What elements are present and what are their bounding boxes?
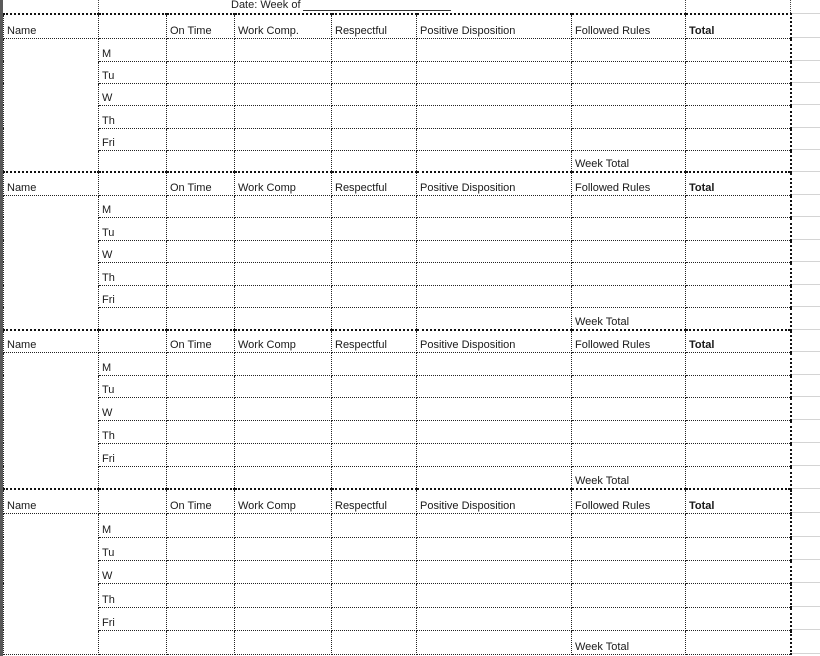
student-name-cell[interactable] <box>4 443 99 466</box>
gridline <box>792 127 820 128</box>
student-name-cell[interactable] <box>4 61 99 83</box>
gridline <box>792 374 820 375</box>
score-cell[interactable] <box>572 397 686 420</box>
score-cell[interactable] <box>572 560 686 583</box>
block-header-row <box>4 172 791 195</box>
empty-cell[interactable] <box>332 630 417 654</box>
score-cell[interactable] <box>332 128 417 150</box>
right-gridlines <box>792 0 820 656</box>
student-name-cell[interactable] <box>4 217 99 240</box>
day-label[interactable]: W <box>99 397 167 420</box>
score-cell[interactable] <box>417 262 572 285</box>
score-cell[interactable] <box>235 607 332 630</box>
day-label[interactable]: Th <box>99 262 167 285</box>
student-name-cell[interactable] <box>4 38 99 61</box>
score-cell[interactable] <box>572 83 686 105</box>
score-cell[interactable] <box>417 420 572 443</box>
empty-cell[interactable] <box>332 466 417 489</box>
day-label[interactable]: Tu <box>99 375 167 397</box>
date-label-text: Date: Week of <box>231 0 301 11</box>
header-positive-disposition[interactable]: Positive Disposition <box>417 14 572 38</box>
header-name[interactable]: Name <box>4 14 99 38</box>
day-row <box>4 513 791 537</box>
day-row <box>4 560 791 583</box>
day-row <box>4 262 791 285</box>
header-total[interactable]: Total <box>686 14 791 38</box>
score-cell[interactable] <box>417 38 572 61</box>
score-cell[interactable] <box>167 583 235 607</box>
day-row <box>4 195 791 217</box>
score-cell[interactable] <box>167 443 235 466</box>
student-name-cell[interactable] <box>4 240 99 262</box>
gridline <box>792 149 820 150</box>
empty-cell[interactable] <box>167 630 235 654</box>
student-name-cell[interactable] <box>4 397 99 420</box>
score-cell[interactable] <box>572 195 686 217</box>
student-name-cell[interactable] <box>4 420 99 443</box>
empty-cell[interactable] <box>99 466 167 489</box>
score-cell[interactable] <box>235 560 332 583</box>
student-name-cell[interactable] <box>4 513 99 537</box>
week-total-row <box>4 150 791 172</box>
score-cell[interactable] <box>686 195 791 217</box>
header-followed-rules[interactable]: Followed Rules <box>572 330 686 352</box>
week-total-value-cell[interactable] <box>686 466 791 489</box>
gridline <box>792 37 820 38</box>
block-header-row <box>4 330 791 352</box>
week-total-row <box>4 307 791 330</box>
gridline-top-1 <box>98 0 99 13</box>
student-name-cell[interactable] <box>4 583 99 607</box>
gridline <box>792 261 820 262</box>
score-cell[interactable] <box>235 397 332 420</box>
empty-cell[interactable] <box>99 150 167 172</box>
day-label[interactable]: M <box>99 513 167 537</box>
day-label[interactable]: Fri <box>99 128 167 150</box>
score-cell[interactable] <box>332 285 417 307</box>
day-label[interactable]: Fri <box>99 285 167 307</box>
day-row <box>4 38 791 61</box>
score-cell[interactable] <box>572 583 686 607</box>
score-cell[interactable] <box>417 61 572 83</box>
week-total-label[interactable]: Week Total <box>572 307 686 330</box>
score-cell[interactable] <box>332 537 417 560</box>
score-cell[interactable] <box>686 83 791 105</box>
week-total-row <box>4 466 791 489</box>
score-cell[interactable] <box>235 375 332 397</box>
day-label[interactable]: Fri <box>99 607 167 630</box>
score-cell[interactable] <box>235 352 332 375</box>
student-name-cell[interactable] <box>4 262 99 285</box>
empty-cell[interactable] <box>4 466 99 489</box>
header-total[interactable]: Total <box>686 489 791 513</box>
score-cell[interactable] <box>332 38 417 61</box>
gridline <box>792 629 820 630</box>
gridline <box>792 465 820 466</box>
score-cell[interactable] <box>572 262 686 285</box>
week-total-value-cell[interactable] <box>686 307 791 330</box>
score-cell[interactable] <box>572 128 686 150</box>
week-total-label[interactable]: Week Total <box>572 630 686 654</box>
week-total-value-cell[interactable] <box>686 630 791 654</box>
score-cell[interactable] <box>417 83 572 105</box>
score-cell[interactable] <box>332 397 417 420</box>
score-cell[interactable] <box>686 217 791 240</box>
score-cell[interactable] <box>417 285 572 307</box>
score-cell[interactable] <box>167 195 235 217</box>
score-cell[interactable] <box>235 128 332 150</box>
score-cell[interactable] <box>686 513 791 537</box>
score-cell[interactable] <box>167 285 235 307</box>
gridline <box>792 512 820 513</box>
empty-cell[interactable] <box>332 150 417 172</box>
score-cell[interactable] <box>235 583 332 607</box>
student-name-cell[interactable] <box>4 537 99 560</box>
score-cell[interactable] <box>167 537 235 560</box>
score-cell[interactable] <box>417 240 572 262</box>
score-cell[interactable] <box>686 262 791 285</box>
score-cell[interactable] <box>417 195 572 217</box>
student-name-cell[interactable] <box>4 105 99 128</box>
gridline <box>792 306 820 307</box>
score-cell[interactable] <box>235 443 332 466</box>
score-cell[interactable] <box>167 352 235 375</box>
gridline <box>792 13 820 14</box>
score-cell[interactable] <box>332 352 417 375</box>
score-cell[interactable] <box>686 105 791 128</box>
day-row <box>4 583 791 607</box>
empty-cell[interactable] <box>235 150 332 172</box>
header-work-comp[interactable]: Work Comp <box>235 489 332 513</box>
score-cell[interactable] <box>572 607 686 630</box>
day-row <box>4 397 791 420</box>
gridline <box>792 396 820 397</box>
score-cell[interactable] <box>235 217 332 240</box>
score-cell[interactable] <box>332 375 417 397</box>
empty-cell[interactable] <box>167 307 235 330</box>
score-cell[interactable] <box>686 537 791 560</box>
student-name-cell[interactable] <box>4 128 99 150</box>
student-name-cell[interactable] <box>4 352 99 375</box>
day-label[interactable]: Tu <box>99 217 167 240</box>
header-positive-disposition[interactable]: Positive Disposition <box>417 489 572 513</box>
empty-cell[interactable] <box>99 630 167 654</box>
score-cell[interactable] <box>235 83 332 105</box>
header-positive-disposition[interactable]: Positive Disposition <box>417 172 572 195</box>
empty-cell[interactable] <box>4 150 99 172</box>
score-cell[interactable] <box>332 105 417 128</box>
gridline <box>792 606 820 607</box>
student-name-cell[interactable] <box>4 285 99 307</box>
score-cell[interactable] <box>235 420 332 443</box>
score-cell[interactable] <box>572 513 686 537</box>
header-respectful[interactable]: Respectful <box>332 330 417 352</box>
score-cell[interactable] <box>167 513 235 537</box>
score-cell[interactable] <box>417 105 572 128</box>
score-cell[interactable] <box>332 560 417 583</box>
empty-cell[interactable] <box>167 466 235 489</box>
score-cell[interactable] <box>235 240 332 262</box>
header-work-comp[interactable]: Work Comp. <box>235 14 332 38</box>
score-cell[interactable] <box>686 128 791 150</box>
score-cell[interactable] <box>417 375 572 397</box>
student-name-cell[interactable] <box>4 560 99 583</box>
gridline <box>792 559 820 560</box>
score-cell[interactable] <box>167 240 235 262</box>
score-cell[interactable] <box>572 217 686 240</box>
score-cell[interactable] <box>167 38 235 61</box>
score-cell[interactable] <box>167 397 235 420</box>
gridline <box>792 329 820 330</box>
day-row <box>4 128 791 150</box>
day-label[interactable]: Th <box>99 105 167 128</box>
score-cell[interactable] <box>167 375 235 397</box>
score-cell[interactable] <box>332 195 417 217</box>
gridline-top-3 <box>790 0 791 13</box>
score-cell[interactable] <box>686 397 791 420</box>
header-total[interactable]: Total <box>686 172 791 195</box>
day-row <box>4 443 791 466</box>
score-cell[interactable] <box>417 513 572 537</box>
empty-cell[interactable] <box>235 466 332 489</box>
score-cell[interactable] <box>235 105 332 128</box>
score-cell[interactable] <box>167 262 235 285</box>
week-total-row <box>4 630 791 654</box>
date-blank-field[interactable] <box>303 0 451 11</box>
score-cell[interactable] <box>167 217 235 240</box>
score-cell[interactable] <box>332 513 417 537</box>
score-cell[interactable] <box>235 38 332 61</box>
date-week-of-label <box>231 0 451 13</box>
header-total[interactable]: Total <box>686 330 791 352</box>
score-cell[interactable] <box>417 537 572 560</box>
day-row <box>4 607 791 630</box>
score-cell[interactable] <box>235 262 332 285</box>
day-label[interactable]: Tu <box>99 61 167 83</box>
header-name[interactable]: Name <box>4 172 99 195</box>
score-cell[interactable] <box>235 61 332 83</box>
gridline <box>792 419 820 420</box>
header-on-time[interactable]: On Time <box>167 330 235 352</box>
score-cell[interactable] <box>332 217 417 240</box>
gridline <box>792 104 820 105</box>
score-cell[interactable] <box>235 195 332 217</box>
student-name-cell[interactable] <box>4 607 99 630</box>
score-cell[interactable] <box>686 420 791 443</box>
week-total-value-cell[interactable] <box>686 150 791 172</box>
gridline <box>792 216 820 217</box>
header-followed-rules[interactable]: Followed Rules <box>572 14 686 38</box>
score-cell[interactable] <box>167 420 235 443</box>
header-followed-rules[interactable]: Followed Rules <box>572 489 686 513</box>
score-cell[interactable] <box>332 607 417 630</box>
score-cell[interactable] <box>167 607 235 630</box>
day-label[interactable]: M <box>99 195 167 217</box>
header-work-comp[interactable]: Work Comp <box>235 330 332 352</box>
day-row <box>4 375 791 397</box>
score-cell[interactable] <box>332 83 417 105</box>
day-label[interactable]: Th <box>99 583 167 607</box>
student-name-cell[interactable] <box>4 375 99 397</box>
day-label[interactable]: W <box>99 83 167 105</box>
header-respectful[interactable]: Respectful <box>332 489 417 513</box>
header-on-time[interactable]: On Time <box>167 489 235 513</box>
gridline <box>792 284 820 285</box>
score-cell[interactable] <box>332 420 417 443</box>
header-day-blank[interactable] <box>99 14 167 38</box>
score-cell[interactable] <box>572 537 686 560</box>
gridline <box>792 82 820 83</box>
score-cell[interactable] <box>686 240 791 262</box>
gridline <box>792 582 820 583</box>
header-day-blank[interactable] <box>99 489 167 513</box>
score-cell[interactable] <box>572 352 686 375</box>
day-label[interactable]: Th <box>99 420 167 443</box>
gridline-top-2 <box>685 0 686 13</box>
student-name-cell[interactable] <box>4 195 99 217</box>
score-cell[interactable] <box>235 285 332 307</box>
day-label[interactable]: M <box>99 38 167 61</box>
header-positive-disposition[interactable]: Positive Disposition <box>417 330 572 352</box>
header-day-blank[interactable] <box>99 172 167 195</box>
header-respectful[interactable]: Respectful <box>332 14 417 38</box>
block-header-row <box>4 489 791 513</box>
behavior-tracking-sheet <box>3 13 792 655</box>
empty-cell[interactable] <box>99 307 167 330</box>
score-cell[interactable] <box>235 537 332 560</box>
gridline <box>792 653 820 654</box>
score-cell[interactable] <box>686 583 791 607</box>
score-cell[interactable] <box>417 217 572 240</box>
score-cell[interactable] <box>167 61 235 83</box>
day-row <box>4 83 791 105</box>
gridline <box>792 194 820 195</box>
score-cell[interactable] <box>686 560 791 583</box>
day-label[interactable]: M <box>99 352 167 375</box>
score-cell[interactable] <box>417 128 572 150</box>
day-label[interactable]: W <box>99 240 167 262</box>
score-cell[interactable] <box>686 607 791 630</box>
score-cell[interactable] <box>572 443 686 466</box>
score-cell[interactable] <box>686 375 791 397</box>
empty-cell[interactable] <box>417 150 572 172</box>
empty-cell[interactable] <box>4 630 99 654</box>
day-row <box>4 352 791 375</box>
day-label[interactable]: Fri <box>99 443 167 466</box>
score-cell[interactable] <box>686 443 791 466</box>
score-cell[interactable] <box>332 583 417 607</box>
score-cell[interactable] <box>686 61 791 83</box>
week-total-label[interactable]: Week Total <box>572 466 686 489</box>
block-header-row <box>4 14 791 38</box>
header-on-time[interactable]: On Time <box>167 172 235 195</box>
score-cell[interactable] <box>332 262 417 285</box>
gridline <box>792 488 820 489</box>
score-cell[interactable] <box>167 128 235 150</box>
score-cell[interactable] <box>572 285 686 307</box>
score-cell[interactable] <box>417 443 572 466</box>
score-cell[interactable] <box>417 583 572 607</box>
empty-cell[interactable] <box>417 466 572 489</box>
empty-cell[interactable] <box>235 307 332 330</box>
score-cell[interactable] <box>417 607 572 630</box>
empty-cell[interactable] <box>417 630 572 654</box>
gridline <box>792 351 820 352</box>
header-followed-rules[interactable]: Followed Rules <box>572 172 686 195</box>
header-day-blank[interactable] <box>99 330 167 352</box>
header-name[interactable]: Name <box>4 489 99 513</box>
header-on-time[interactable]: On Time <box>167 14 235 38</box>
day-row <box>4 537 791 560</box>
score-cell[interactable] <box>572 38 686 61</box>
day-row <box>4 285 791 307</box>
header-work-comp[interactable]: Work Comp <box>235 172 332 195</box>
score-cell[interactable] <box>417 560 572 583</box>
student-name-cell[interactable] <box>4 83 99 105</box>
score-cell[interactable] <box>332 240 417 262</box>
empty-cell[interactable] <box>417 307 572 330</box>
day-label[interactable]: Tu <box>99 537 167 560</box>
score-cell[interactable] <box>167 105 235 128</box>
week-total-label[interactable]: Week Total <box>572 150 686 172</box>
gridline <box>792 239 820 240</box>
score-cell[interactable] <box>686 352 791 375</box>
score-cell[interactable] <box>572 61 686 83</box>
empty-cell[interactable] <box>167 150 235 172</box>
empty-cell[interactable] <box>4 307 99 330</box>
score-cell[interactable] <box>572 240 686 262</box>
score-cell[interactable] <box>417 397 572 420</box>
score-cell[interactable] <box>572 375 686 397</box>
score-cell[interactable] <box>572 420 686 443</box>
day-label[interactable]: W <box>99 560 167 583</box>
score-cell[interactable] <box>332 61 417 83</box>
day-row <box>4 240 791 262</box>
day-row <box>4 105 791 128</box>
score-cell[interactable] <box>167 83 235 105</box>
gridline <box>792 536 820 537</box>
score-cell[interactable] <box>167 560 235 583</box>
empty-cell[interactable] <box>332 307 417 330</box>
day-row <box>4 217 791 240</box>
day-row <box>4 420 791 443</box>
empty-cell[interactable] <box>235 630 332 654</box>
score-cell[interactable] <box>332 443 417 466</box>
score-cell[interactable] <box>417 352 572 375</box>
score-cell[interactable] <box>572 105 686 128</box>
score-cell[interactable] <box>235 513 332 537</box>
header-name[interactable]: Name <box>4 330 99 352</box>
gridline <box>792 60 820 61</box>
gridline <box>792 442 820 443</box>
score-cell[interactable] <box>686 285 791 307</box>
gridline <box>792 171 820 172</box>
header-respectful[interactable]: Respectful <box>332 172 417 195</box>
score-cell[interactable] <box>686 38 791 61</box>
day-row <box>4 61 791 83</box>
